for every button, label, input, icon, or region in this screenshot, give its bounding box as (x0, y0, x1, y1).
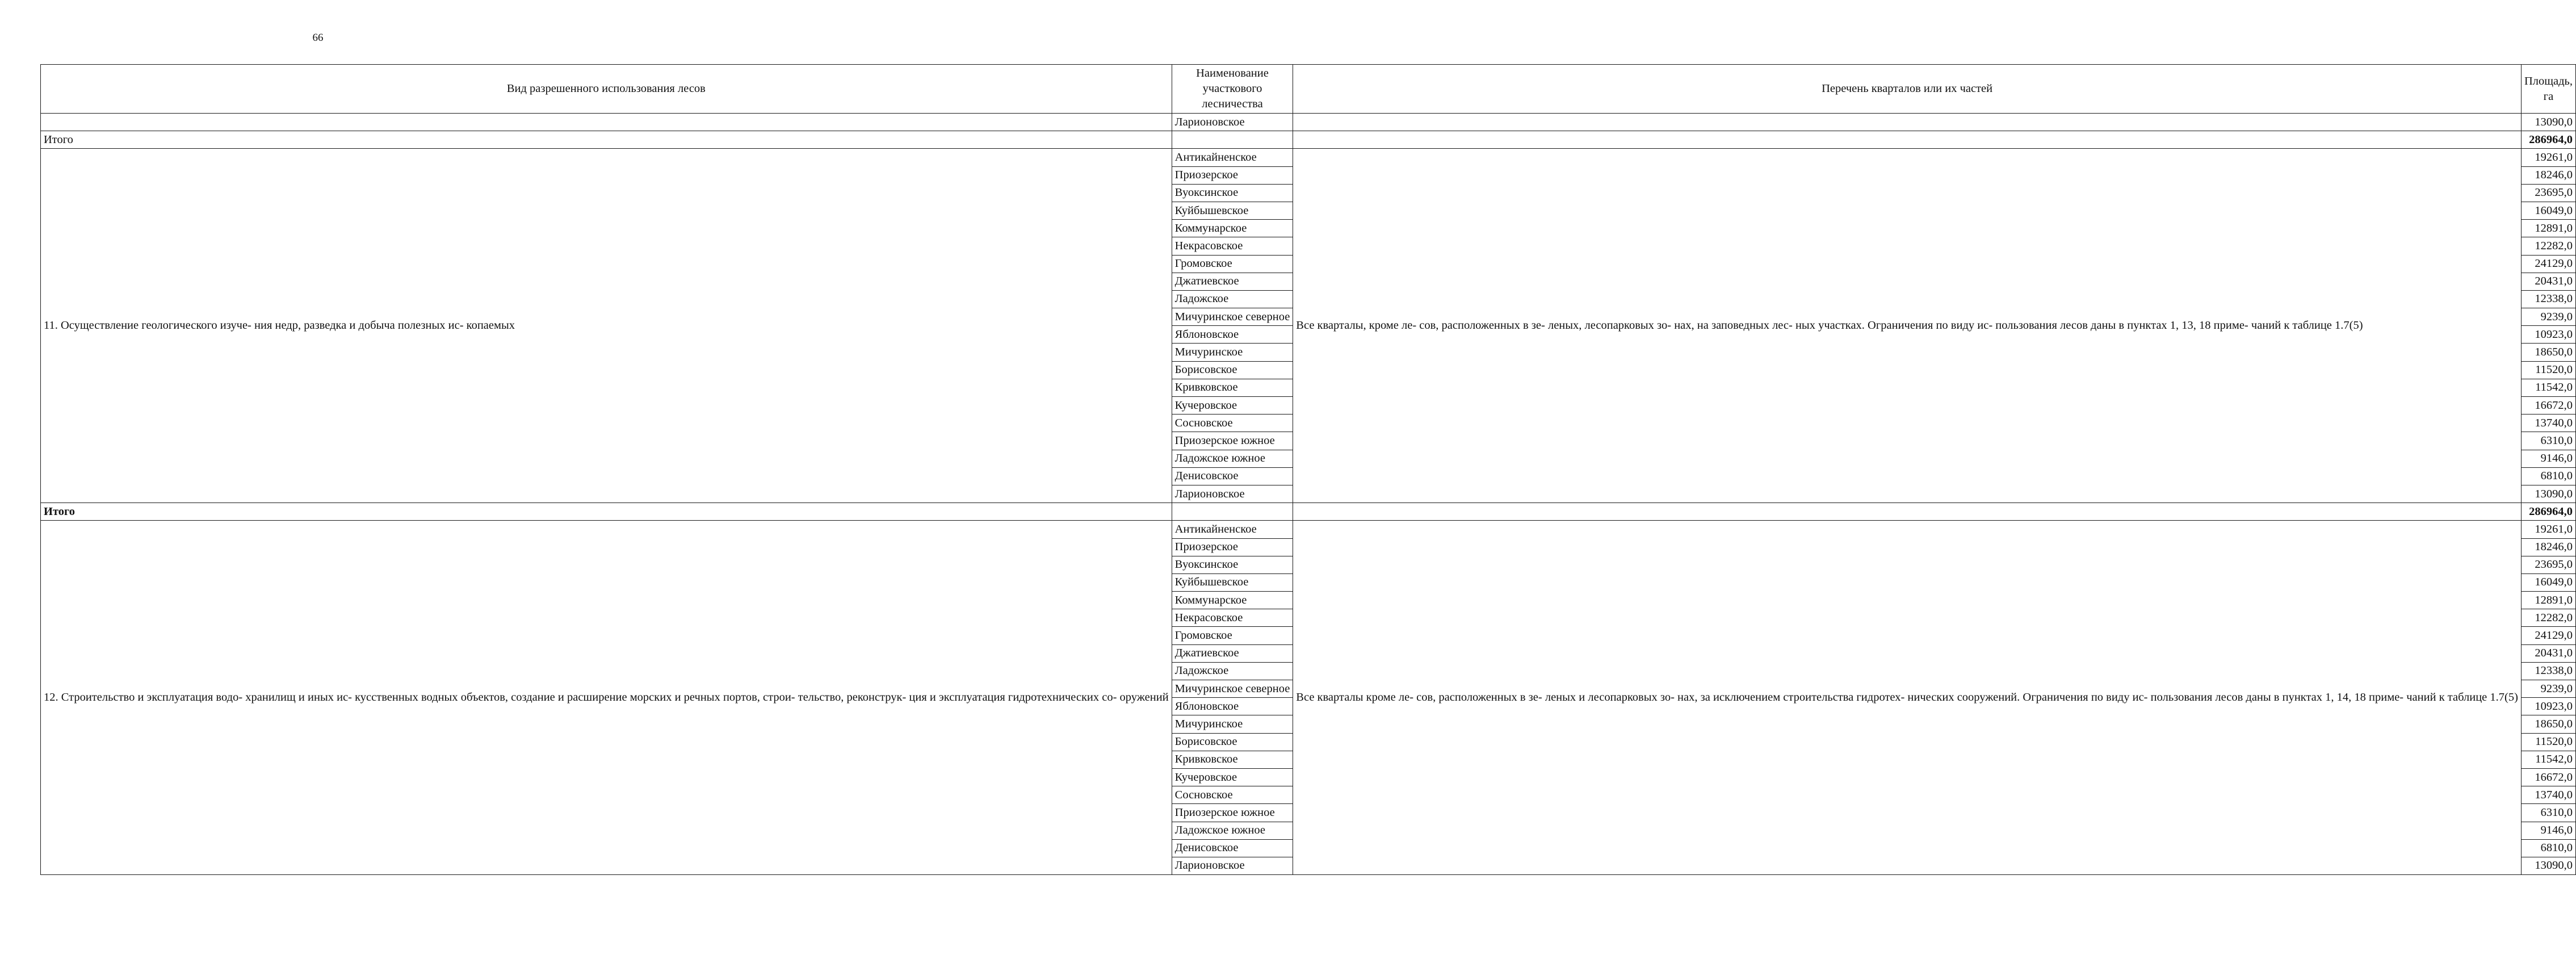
total-label: Итого (41, 503, 1172, 521)
forestry-name: Яблоновское (1172, 698, 1293, 715)
forestry-name: Коммунарское (1172, 592, 1293, 609)
total-value: 286964,0 (2521, 503, 2575, 521)
page-number: 66 (312, 32, 324, 44)
area-value: 24129,0 (2521, 627, 2575, 644)
header-forestry: Наименование участкового лесничества (1172, 65, 1293, 114)
header-area: Площадь, га (2521, 65, 2575, 114)
table-body (41, 114, 2576, 875)
forestry-name: Борисовское (1172, 733, 1293, 751)
area-value: 23695,0 (2521, 184, 2575, 202)
area-value: 13090,0 (2521, 485, 2575, 503)
area-value: 16049,0 (2521, 202, 2575, 219)
total-row (41, 503, 2576, 521)
forestry-name: Ладожское южное (1172, 450, 1293, 467)
forestry-name: Сосновское (1172, 786, 1293, 804)
forestry-name: Мичуринское (1172, 715, 1293, 733)
empty-cell (1293, 131, 2522, 149)
area-value: 13090,0 (2521, 857, 2575, 874)
forestry-name: Ларионовское (1172, 485, 1293, 503)
forestry-name: Кучеровское (1172, 397, 1293, 414)
forestry-name: Куйбышевское (1172, 573, 1293, 591)
area-value: 16672,0 (2521, 397, 2575, 414)
area-value: 6810,0 (2521, 467, 2575, 485)
forestry-name: Ларионовское (1172, 114, 1293, 131)
area-value: 20431,0 (2521, 644, 2575, 662)
forestry-name: Громовское (1172, 255, 1293, 273)
area-value: 6310,0 (2521, 804, 2575, 822)
area-value: 6810,0 (2521, 839, 2575, 857)
area-value: 12338,0 (2521, 290, 2575, 308)
forestry-name: Антикайненское (1172, 149, 1293, 166)
empty-cell (1172, 131, 1293, 149)
area-value: 19261,0 (2521, 149, 2575, 166)
header-quarters: Перечень кварталов или их частей (1293, 65, 2522, 114)
quarters-description: Все кварталы, кроме ле- сов, расположенных в зе- леных, лесопарковых зо- нах, на заповедных лес- ных участках. Ограничения по виду ис- пользования лесов даны в пунктах 1, 13, 18 приме- чаний к таблице 1.7(5) (1293, 149, 2522, 503)
forestry-name: Яблоновское (1172, 326, 1293, 344)
empty-cell (1293, 503, 2522, 521)
area-value: 18246,0 (2521, 166, 2575, 184)
area-value: 9146,0 (2521, 822, 2575, 839)
forestry-name: Мичуринское северное (1172, 308, 1293, 326)
total-label: Итого (41, 131, 1172, 149)
area-value: 23695,0 (2521, 556, 2575, 573)
area-value: 6310,0 (2521, 432, 2575, 450)
use-type-cell: 11. Осуществление геологического изуче- ния недр, разведка и добыча полезных ис- копаемых (41, 149, 1172, 503)
table-row (41, 149, 2576, 166)
table-row (41, 114, 2576, 131)
header-use-type: Вид разрешенного использования лесов (41, 65, 1172, 114)
forestry-name: Денисовское (1172, 839, 1293, 857)
total-value: 286964,0 (2521, 131, 2575, 149)
forestry-name: Мичуринское северное (1172, 680, 1293, 698)
total-row (41, 131, 2576, 149)
area-value: 9239,0 (2521, 680, 2575, 698)
forestry-name: Вуоксинское (1172, 184, 1293, 202)
forest-use-table (40, 64, 2576, 875)
forestry-name: Джатиевское (1172, 273, 1293, 290)
forestry-name: Приозерское (1172, 538, 1293, 556)
area-value: 11542,0 (2521, 751, 2575, 768)
forestry-name: Кривковское (1172, 379, 1293, 396)
forestry-name: Куйбышевское (1172, 202, 1293, 219)
area-value: 11520,0 (2521, 733, 2575, 751)
area-value: 11520,0 (2521, 361, 2575, 379)
forestry-name: Приозерское (1172, 166, 1293, 184)
area-value: 20431,0 (2521, 273, 2575, 290)
forestry-name: Громовское (1172, 627, 1293, 644)
area-value: 16672,0 (2521, 768, 2575, 786)
table-row (41, 521, 2576, 538)
forestry-name: Ладожское (1172, 290, 1293, 308)
forestry-name: Кривковское (1172, 751, 1293, 768)
forestry-name: Некрасовское (1172, 609, 1293, 627)
area-value: 13740,0 (2521, 414, 2575, 432)
forestry-name: Некрасовское (1172, 237, 1293, 255)
area-value: 12282,0 (2521, 609, 2575, 627)
use-type-cell: 12. Строительство и эксплуатация водо- хранилищ и иных ис- кусственных водных объектов, создание и расширение морских и речных портов, строи- тельство, реконструк- ция и эксплуатация гидротехнических со- оружений (41, 521, 1172, 875)
use-type-cell (41, 114, 1172, 131)
area-value: 16049,0 (2521, 573, 2575, 591)
forestry-name: Ладожское южное (1172, 822, 1293, 839)
area-value: 11542,0 (2521, 379, 2575, 396)
forestry-name: Мичуринское (1172, 344, 1293, 361)
area-value: 10923,0 (2521, 698, 2575, 715)
quarters-description: Все кварталы кроме ле- сов, расположенных в зе- леных и лесопарковых зо- нах, за исключением строительства гидротех- нических сооружений. Ограничения по виду ис- пользования лесов даны в пунктах 1, 14, 18 приме- чаний к таблице 1.7(5) (1293, 521, 2522, 875)
forestry-name: Ларионовское (1172, 857, 1293, 874)
area-value: 13740,0 (2521, 786, 2575, 804)
forestry-name: Сосновское (1172, 414, 1293, 432)
area-value: 19261,0 (2521, 521, 2575, 538)
forestry-name: Ладожское (1172, 662, 1293, 680)
header-row (41, 65, 2576, 114)
forestry-name: Джатиевское (1172, 644, 1293, 662)
forestry-name: Денисовское (1172, 467, 1293, 485)
area-value: 12891,0 (2521, 592, 2575, 609)
empty-cell (1172, 503, 1293, 521)
forestry-name: Коммунарское (1172, 220, 1293, 237)
forestry-name: Кучеровское (1172, 768, 1293, 786)
area-value: 12282,0 (2521, 237, 2575, 255)
forestry-name: Приозерское южное (1172, 804, 1293, 822)
forestry-name: Антикайненское (1172, 521, 1293, 538)
quarters-cell (1293, 114, 2522, 131)
area-value: 9239,0 (2521, 308, 2575, 326)
area-value: 13090,0 (2521, 114, 2575, 131)
area-value: 12891,0 (2521, 220, 2575, 237)
forestry-name: Борисовское (1172, 361, 1293, 379)
area-value: 18650,0 (2521, 344, 2575, 361)
area-value: 10923,0 (2521, 326, 2575, 344)
area-value: 18650,0 (2521, 715, 2575, 733)
area-value: 24129,0 (2521, 255, 2575, 273)
forestry-name: Приозерское южное (1172, 432, 1293, 450)
area-value: 12338,0 (2521, 662, 2575, 680)
area-value: 18246,0 (2521, 538, 2575, 556)
area-value: 9146,0 (2521, 450, 2575, 467)
forestry-name: Вуоксинское (1172, 556, 1293, 573)
